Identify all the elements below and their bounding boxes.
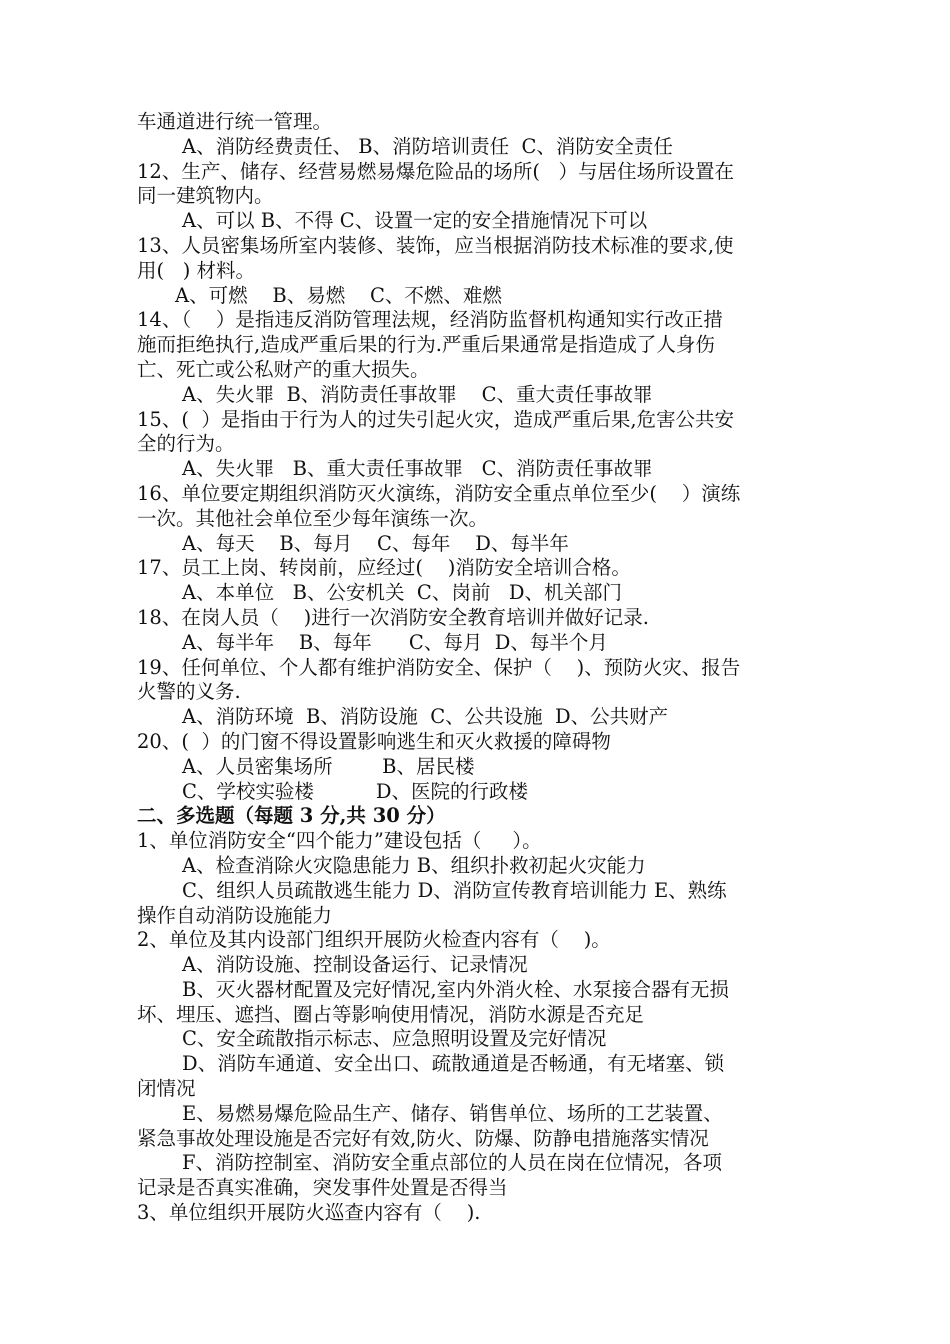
text-line: 记录是否真实准确，突发事件处置是否得当 — [137, 1176, 508, 1200]
text-line: 13、人员密集场所室内装修、装饰，应当根据消防技术标准的要求,使 — [137, 233, 734, 257]
text-line: 火警的义务. — [137, 680, 241, 704]
text-line: 用( ) 材料。 — [137, 258, 256, 282]
text-line: C、学校实验楼 D、医院的行政楼 — [182, 779, 529, 803]
text-line: A、可以 B、不得 C、设置一定的安全措施情况下可以 — [182, 209, 648, 233]
text-line: 紧急事故处理设施是否完好有效,防火、防爆、防静电措施落实情况 — [137, 1126, 709, 1150]
text-line: 车通道进行统一管理。 — [137, 110, 333, 133]
section-heading: 二、多选题（每题 3 分,共 30 分） — [137, 804, 446, 828]
text-line: 3、单位组织开展防火巡查内容有（ ). — [137, 1201, 481, 1225]
text-line: 16、单位要定期组织消防灭火演练，消防安全重点单位至少( ）演练 — [137, 481, 741, 505]
document-body — [137, 110, 817, 1226]
text-line: 18、在岗人员（ )进行一次消防安全教育培训并做好记录. — [137, 605, 649, 629]
text-line: A、每半年 B、每年 C、每月 D、每半个月 — [182, 630, 608, 654]
text-line: A、消防设施、控制设备运行、记录情况 — [182, 953, 528, 977]
text-line: A、检查消除火灾隐患能力 B、组织扑救初起火灾能力 — [182, 853, 646, 877]
text-line: 一次。其他社会单位至少每年演练一次。 — [137, 506, 489, 530]
text-line: 17、员工上岗、转岗前，应经过( )消防安全培训合格。 — [137, 556, 631, 580]
text-line: F、消防控制室、消防安全重点部位的人员在岗在位情况，各项 — [182, 1151, 723, 1175]
text-line: A、可燃 B、易燃 C、不燃、难燃 — [175, 283, 502, 307]
text-line: 19、任何单位、个人都有维护消防安全、保护（ )、预防火灾、报告 — [137, 655, 741, 679]
text-line: A、每天 B、每月 C、每年 D、每半年 — [182, 531, 569, 555]
text-line: 20、( ）的门窗不得设置影响逃生和灭火救援的障碍物 — [137, 729, 611, 753]
text-line: C、组织人员疏散逃生能力 D、消防宣传教育培训能力 E、熟练 — [182, 878, 727, 902]
text-line: A、人员密集场所 B、居民楼 — [182, 754, 475, 778]
text-line: A、失火罪 B、重大责任事故罪 C、消防责任事故罪 — [182, 457, 653, 481]
text-line: A、消防环境 B、消防设施 C、公共设施 D、公共财产 — [182, 705, 669, 729]
text-line: B、灭火器材配置及完好情况,室内外消火栓、水泵接合器有无损 — [182, 977, 730, 1001]
text-line: C、安全疏散指示标志、应急照明设置及完好情况 — [182, 1027, 607, 1051]
text-line: 14、（ ）是指违反消防管理法规，经消防监督机构通知实行改正措 — [137, 308, 723, 332]
text-line: 亡、死亡或公私财产的重大损失。 — [137, 357, 430, 381]
text-line: A、本单位 B、公安机关 C、岗前 D、机关部门 — [182, 581, 623, 605]
text-line: 全的行为。 — [137, 432, 235, 456]
text-line: 1、单位消防安全“四个能力”建设包括（ ）。 — [137, 829, 542, 853]
text-line: 施而拒绝执行,造成严重后果的行为.严重后果通常是指造成了人身伤 — [137, 333, 715, 357]
text-line: E、易燃易爆危险品生产、储存、销售单位、场所的工艺装置、 — [182, 1101, 723, 1125]
text-line: A、失火罪 B、消防责任事故罪 C、重大责任事故罪 — [182, 382, 653, 406]
text-line: 2、单位及其内设部门组织开展防火检查内容有（ )。 — [137, 928, 611, 952]
text-line: 闭情况 — [137, 1077, 196, 1101]
text-line: 操作自动消防设施能力 — [137, 903, 333, 927]
text-line: 同一建筑物内。 — [137, 184, 274, 208]
text-line: D、消防车通道、安全出口、疏散通道是否畅通，有无堵塞、锁 — [182, 1052, 725, 1076]
text-line: 12、生产、储存、经营易燃易爆危险品的场所( ）与居住场所设置在 — [137, 159, 735, 183]
text-line: 坏、埋压、遮挡、圈占等影响使用情况，消防水源是否充足 — [137, 1002, 645, 1026]
text-line: 15、( ）是指由于行为人的过失引起火灾，造成严重后果,危害公共安 — [137, 407, 735, 431]
text-line: A、消防经费责任、 B、消防培训责任 C、消防安全责任 — [182, 134, 673, 158]
